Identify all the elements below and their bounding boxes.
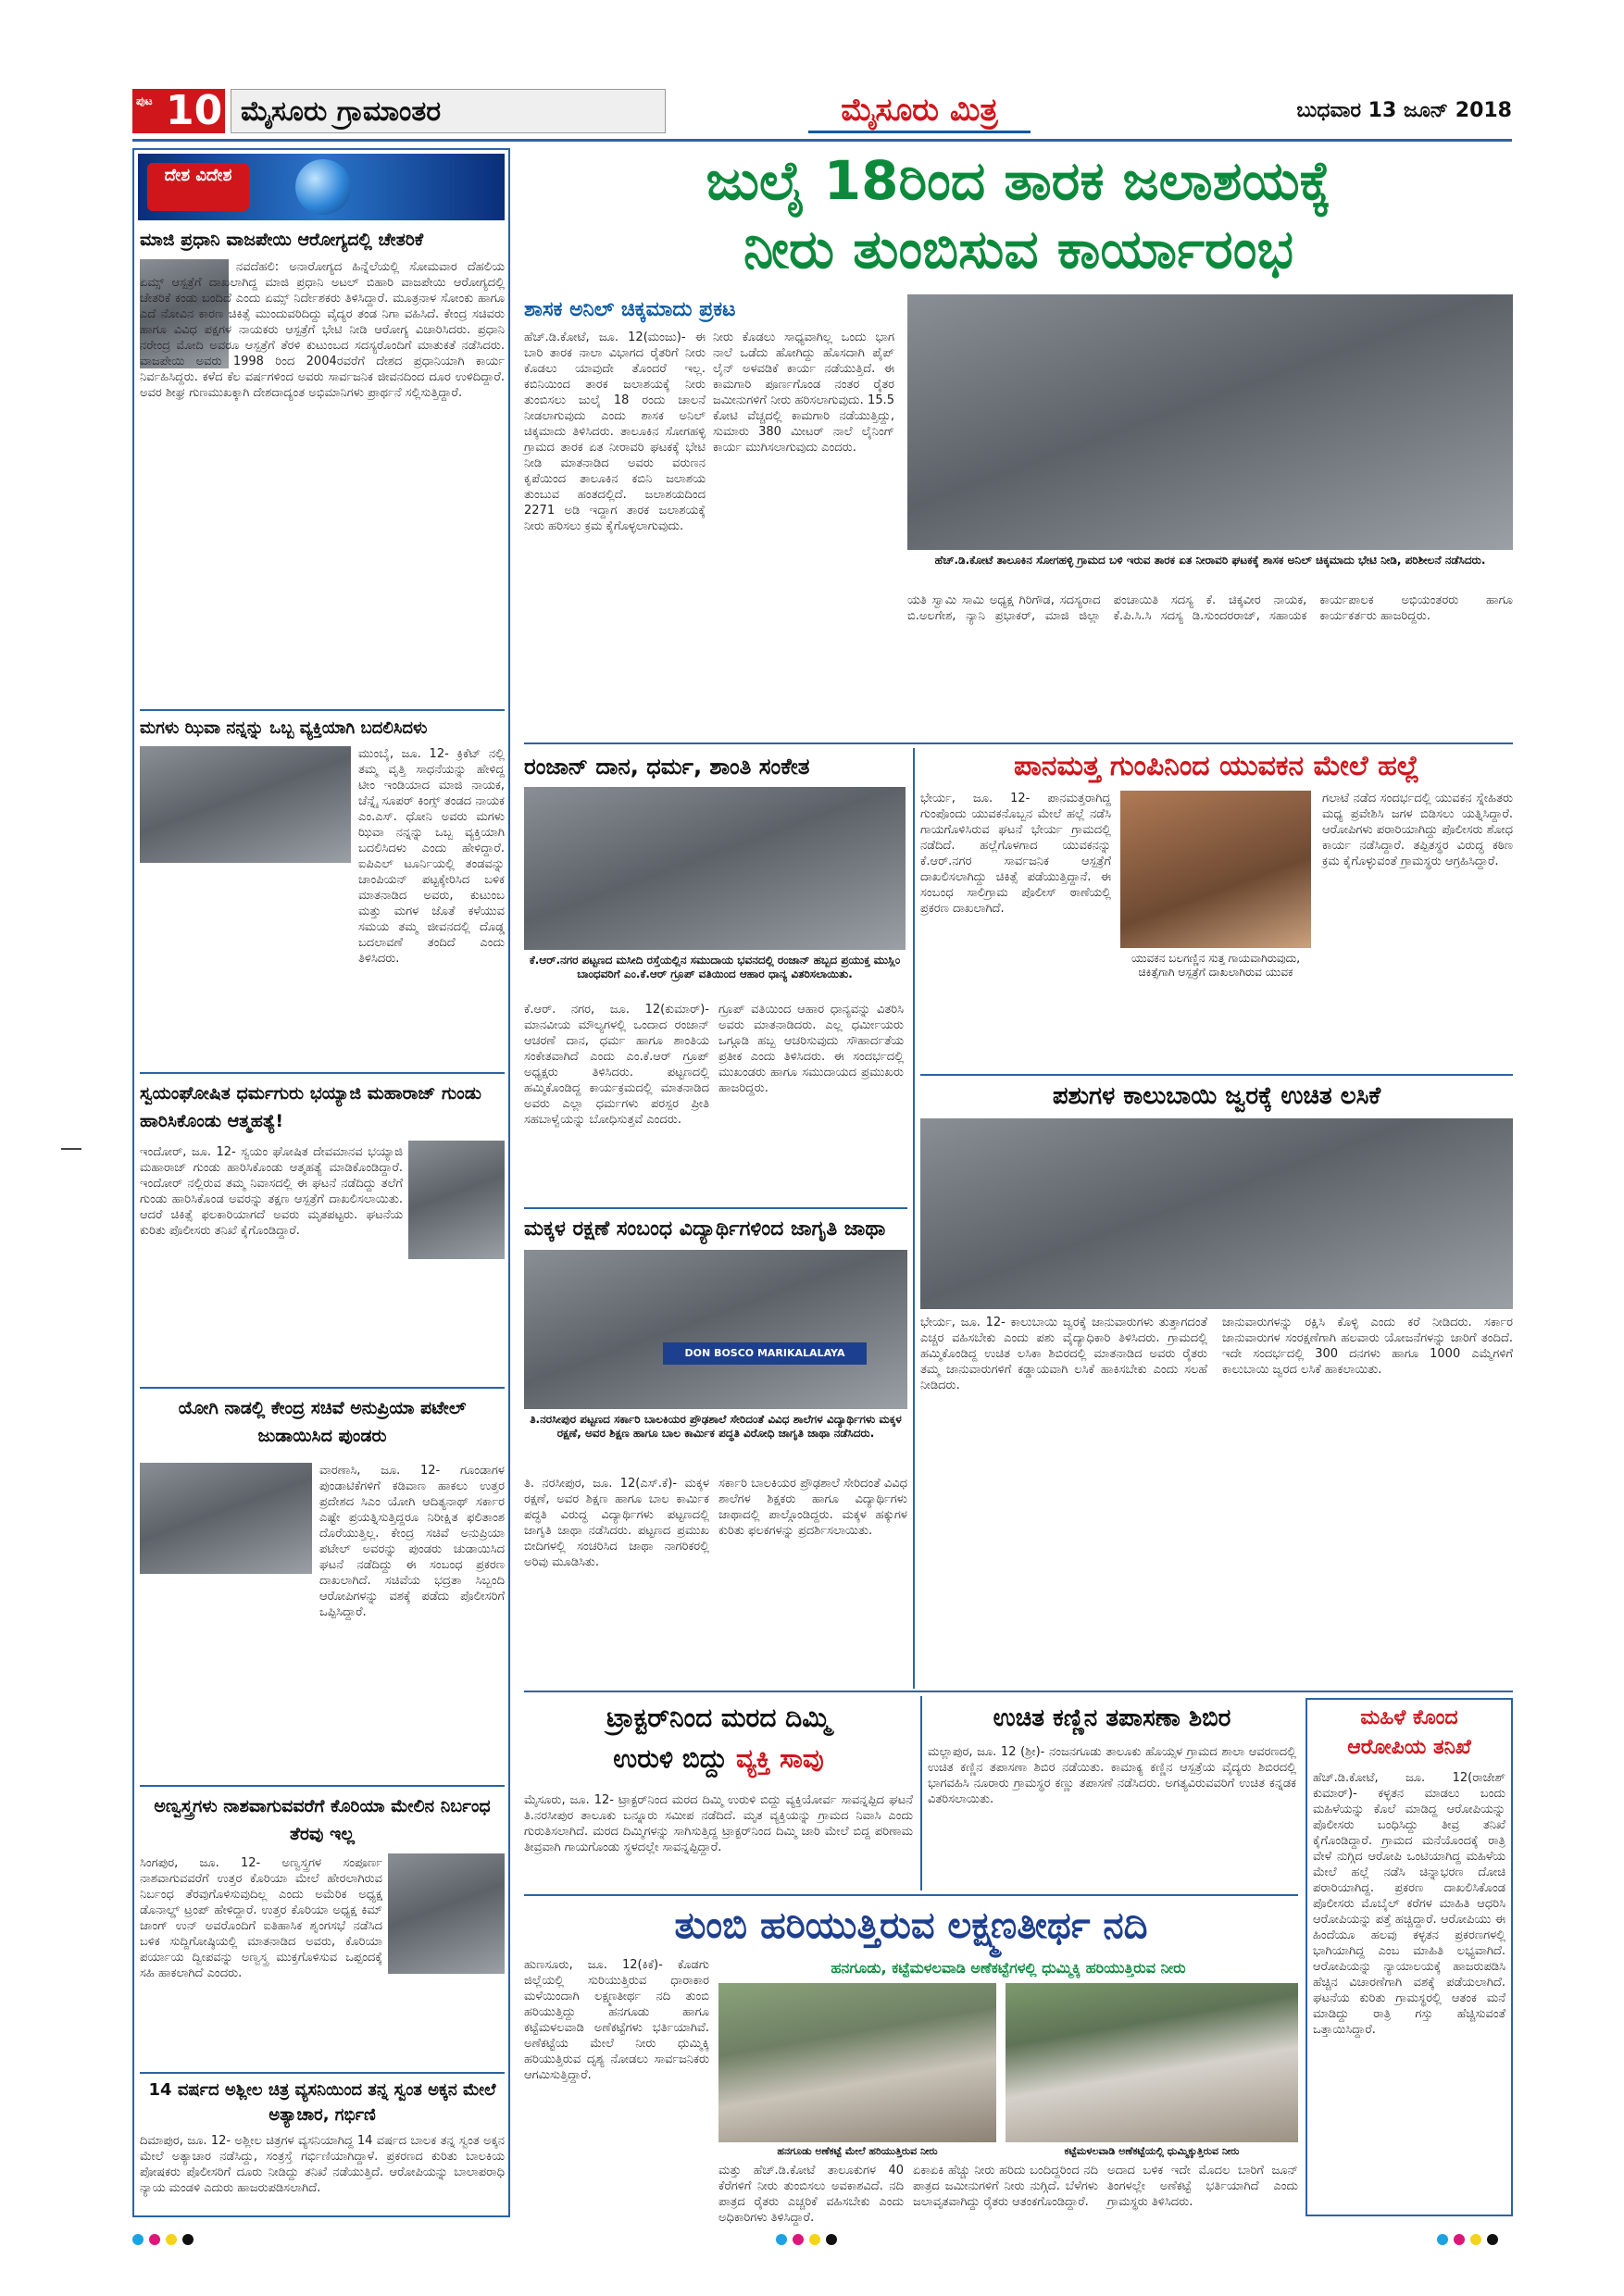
divider [524, 742, 1513, 744]
tractor-headline-line2b: ವ್ಯಕ್ತಿ ಸಾವು [736, 1743, 824, 1774]
cattle-photo [920, 1118, 1513, 1309]
river-caption-2: ಕಟ್ಟೆಮಳಲವಾಡಿ ಅಣೆಕಟ್ಟೆಯಲ್ಲಿ ಧುಮ್ಮಿಕ್ಕುತ್ತಿರುವ ನೀರು [1064, 2145, 1240, 2157]
ranjan-headline: ರಂಜಾನ್ ದಾನ, ಧರ್ಮ, ಶಾಂತಿ ಸಂಕೇತ [524, 754, 810, 780]
vertical-divider [920, 1696, 922, 1890]
mahile-body: ಹೆಚ್.ಡಿ.ಕೋಟೆ, ಜೂ. 12(ರಾಜೇಶ್ ಕುಮಾರ್)- ಕಳ್ಳತನ ಮಾಡಲು ಬಂದು ಮಹಿಳೆಯನ್ನು ಕೊಲೆ ಮಾಡಿದ್ದ ಆರೋಪಿಯನ್ನು ಪೊಲೀಸರು ಬಂಧಿಸಿದ್ದು ತೀವ್ರ ತನಿಖೆ ಕೈಗೊಂಡಿದ್ದಾರೆ. ಗ್ರಾಮದ ಮನೆಯೊಂದಕ್ಕೆ ರಾತ್ರಿ ವೇಳೆ ನುಗ್ಗಿದ ಆರೋಪಿ ಒಂಟಿಯಾಗಿದ್ದ ಮಹಿಳೆಯ ಮೇಲೆ ಹಲ್ಲೆ ನಡೆಸಿ ಚಿನ್ನಾಭರಣ ದೋಚಿ ಪರಾರಿಯಾಗಿದ್ದ. ಪ್ರಕರಣ ದಾಖಲಿಸಿಕೊಂಡ ಪೊಲೀಸರು ಮೊಬೈಲ್ ಕರೆಗಳ ಮಾಹಿತಿ ಆಧರಿಸಿ ಆರೋಪಿಯನ್ನು ಪತ್ತೆ ಹಚ್ಚಿದ್ದಾರೆ. ಆರೋಪಿಯು ಈ ಹಿಂದೆಯೂ ಹಲವು ಕಳ್ಳತನ ಪ್ರಕರಣಗಳಲ್ಲಿ ಭಾಗಿಯಾಗಿದ್ದ ಎಂಬ ಮಾಹಿತಿ ಲಭ್ಯವಾಗಿದೆ. ಆರೋಪಿಯನ್ನು ನ್ಯಾಯಾಲಯಕ್ಕೆ ಹಾಜರುಪಡಿಸಿ ಹೆಚ್ಚಿನ ವಿಚಾರಣೆಗಾಗಿ ವಶಕ್ಕೆ ಪಡೆಯಲಾಗಿದೆ. ಘಟನೆಯ ಕುರಿತು ಗ್ರಾಮಸ್ಥರಲ್ಲಿ ಆತಂಕ ಮನೆ ಮಾಡಿದ್ದು ರಾತ್ರಿ ಗಸ್ತು ಹೆಚ್ಚಿಸುವಂತೆ ಒತ್ತಾಯಿಸಿದ್ದಾರೆ. [1313, 1771, 1505, 2037]
river-col1: ಹುಣಸೂರು, ಜೂ. 12(ಕಿಕೆ)- ಕೊಡಗು ಜಿಲ್ಲೆಯಲ್ಲಿ ಸುರಿಯುತ್ತಿರುವ ಧಾರಾಕಾರ ಮಳೆಯಿಂದಾಗಿ ಲಕ್ಷ್ಮಣತೀರ್ಥ ನದಿ ತುಂಬಿ ಹರಿಯುತ್ತಿದ್ದು ಹನಗೂಡು ಹಾಗೂ ಕಟ್ಟೆಮಳಲವಾಡಿ ಅಣೆಕಟ್ಟೆಗಳು ಭರ್ತಿಯಾಗಿವೆ. ಅಣೆಕಟ್ಟೆಯ ಮೇಲೆ ನೀರು ಧುಮ್ಮಿಕ್ಕಿ ಹರಿಯುತ್ತಿರುವ ದೃಶ್ಯ ನೋಡಲು ಸಾರ್ವಜನಿಕರು ಆಗಮಿಸುತ್ತಿದ್ದಾರೆ. [524, 1958, 709, 2082]
tractor-headline-line1: ಟ್ರಾಕ್ಟರ್‌ನಿಂದ ಮರದ ದಿಮ್ಮಿ [606, 1703, 831, 1733]
story-anupriya [140, 1394, 505, 1783]
river-caption-1: ಹನಗೂಡು ಅಣೆಕಟ್ಟೆ ಮೇಲೆ ಹರಿಯುತ್ತಿರುವ ನೀರು [777, 2145, 938, 2157]
tractor-body: ಮೈಸೂರು, ಜೂ. 12- ಟ್ರಾಕ್ಟರ್‌ನಿಂದ ಮರದ ದಿಮ್ಮಿ ಉರುಳಿ ಬಿದ್ದು ವ್ಯಕ್ತಿಯೋರ್ವ ಸಾವನ್ನಪ್ಪಿದ ಘಟನೆ ತಿ.ನರಸೀಪುರ ತಾಲೂಕು ಬನ್ನೂರು ಸಮೀಪ ನಡೆದಿದೆ. ಮೃತ ವ್ಯಕ್ತಿಯನ್ನು ಗ್ರಾಮದ ನಿವಾಸಿ ಎಂದು ಗುರುತಿಸಲಾಗಿದೆ. ಮರದ ದಿಮ್ಮಿಗಳನ್ನು ಸಾಗಿಸುತ್ತಿದ್ದ ಟ್ರಾಕ್ಟರ್‌ನಿಂದ ದಿಮ್ಮಿ ಜಾರಿ ಮೇಲೆ ಬಿದ್ದ ಪರಿಣಾಮ ತೀವ್ರವಾಗಿ ಗಾಯಗೊಂಡು ಸ್ಥಳದಲ್ಲೇ ಸಾವನ್ನಪ್ಪಿದ್ದಾರೆ. [524, 1793, 913, 1854]
divider [140, 1785, 505, 1787]
photo-dhoni-daughter [140, 746, 351, 863]
river-bottom-col2: ಏಕಾಏಕಿ ಹೆಚ್ಚು ನೀರು ಹರಿದು ಬಂದಿದ್ದರಿಂದ ನದಿ ಪಾತ್ರದ ಜಮೀನುಗಳಿಗೆ ನೀರು ನುಗ್ಗಿದೆ. ಬೆಳೆಗಳು ಜಲಾವೃತವಾಗಿದ್ದು ರೈತರು ಆತಂಕಗೊಂಡಿದ್ದಾರೆ. [913, 2164, 1098, 2209]
lead-photo-caption: ಹೆಚ್.ಡಿ.ಕೋಟೆ ತಾಲೂಕಿನ ಸೋಗಹಳ್ಳಿ ಗ್ರಾಮದ ಬಳಿ ಇರುವ ತಾರಕ ಏತ ನೀರಾವರಿ ಘಟಕಕ್ಕೆ ಶಾಸಕ ಅನಿಲ್ ಚಿಕ್ಕಮಾದು ಭೇಟಿ ನೀಡಿ, ಪರಿಶೀಲನೆ ನಡೆಸಿದರು. [934, 554, 1486, 567]
divider [524, 1691, 1513, 1692]
awareness-headline: ಮಕ್ಕಳ ರಕ್ಷಣೆ ಸಂಬಂಧ ವಿದ್ಯಾರ್ಥಿಗಳಿಂದ ಜಾಗೃತಿ ಜಾಥಾ [524, 1217, 886, 1241]
photo-trump [388, 1853, 505, 1974]
lead-headline [524, 146, 1513, 285]
registration-marks-left [132, 2231, 206, 2246]
river-headline: ತುಂಬಿ ಹರಿಯುತ್ತಿರುವ ಲಕ್ಷ್ಮಣತೀರ್ಥ ನದಿ [674, 1904, 1148, 1947]
tractor-headline [524, 1698, 913, 1787]
section-title: ಮೈಸೂರು ಗ್ರಾಮಾಂತರ [231, 89, 666, 133]
divider [140, 1072, 505, 1074]
page-number-badge [132, 89, 225, 133]
river-bottom-col1: ಮತ್ತು ಹೆಚ್.ಡಿ.ಕೋಟೆ ತಾಲೂಕುಗಳ 40 ಕೆರೆಗಳಿಗೆ ನೀರು ತುಂಬಿಸಲು ಅವಕಾಶವಿದೆ. ನದಿ ಪಾತ್ರದ ರೈತರು ಎಚ್ಚರಿಕೆ ವಹಿಸಬೇಕು ಎಂದು ಅಧಿಕಾರಿಗಳು ತಿಳಿಸಿದ್ದಾರೆ. [718, 2164, 904, 2225]
lead-photo-tarak-unit [907, 294, 1513, 550]
headline: ಅಣ್ವಸ್ತ್ರಗಳು ನಾಶವಾಗುವವರೆಗೆ ಕೊರಿಯಾ ಮೇಲಿನ ನಿರ್ಬಂಧ ತೆರವು ಇಲ್ಲ [154, 1796, 491, 1844]
river-photo-kattemalalavadi [1006, 1983, 1298, 2142]
assault-photo-injured-man [1120, 791, 1311, 948]
story-body: ಮುಂಬೈ, ಜೂ. 12- ಕ್ರಿಕೆಟ್ ನಲ್ಲಿ ತಮ್ಮ ವೃತ್ತಿ ಸಾಧನೆಯನ್ನು ಹೇಳಿದ್ದ ಟೀಂ ಇಂಡಿಯಾದ ಮಾಜಿ ನಾಯಕ, ಚೆನ್ನೈ ಸೂಪರ್ ಕಿಂಗ್ಸ್ ತಂಡದ ನಾಯಕ ಎಂ.ಎಸ್. ಧೋನಿ ಅವರು ಮಗಳು ಝಿವಾ ನನ್ನನ್ನು ಒಬ್ಬ ವ್ಯಕ್ತಿಯಾಗಿ ಬದಲಿಸಿದಳು ಎಂದು ಹೇಳಿದ್ದಾರೆ. ಐಪಿಎಲ್ ಟೂರ್ನಿಯಲ್ಲಿ ತಂಡವನ್ನು ಚಾಂಪಿಯನ್ ಪಟ್ಟಕ್ಕೇರಿಸಿದ ಬಳಿಕ ಮಾತನಾಡಿದ ಅವರು, ಕುಟುಂಬ ಮತ್ತು ಮಗಳ ಜೊತೆ ಕಳೆಯುವ ಸಮಯ ತಮ್ಮ ಜೀವನದಲ್ಲಿ ದೊಡ್ಡ ಬದಲಾವಣೆ ತಂದಿದೆ ಎಂದು ತಿಳಿಸಿದರು. [358, 747, 505, 966]
story-body: ನವದೆಹಲಿ: ಅನಾರೋಗ್ಯದ ಹಿನ್ನೆಲೆಯಲ್ಲಿ ಸೋಮವಾರ ದೆಹಲಿಯ ಏಮ್ಸ್ ಆಸ್ಪತ್ರೆಗೆ ದಾಖಲಾಗಿದ್ದ ಮಾಜಿ ಪ್ರಧಾನಿ ಅಟಲ್ ಬಿಹಾರಿ ವಾಜಪೇಯಿ ಆರೋಗ್ಯದಲ್ಲಿ ಚೇತರಿಕೆ ಕಂಡು ಬಂದಿದೆ ಎಂದು ಏಮ್ಸ್ ನಿರ್ದೇಶಕರು ತಿಳಿಸಿದ್ದಾರೆ. ಮೂತ್ರನಾಳ ಸೋಂಕು ಹಾಗೂ ಎದೆ ನೋವಿನ ಕಾರಣ ಚಿಕಿತ್ಸೆ ಮುಂದುವರಿದಿದ್ದು ವೈದ್ಯರ ತಂಡ ನಿಗಾ ವಹಿಸಿದೆ. ಕೇಂದ್ರ ಸಚಿವರು ಹಾಗೂ ವಿವಿಧ ಪಕ್ಷಗಳ ನಾಯಕರು ಆಸ್ಪತ್ರೆಗೆ ಭೇಟಿ ನೀಡಿ ಆರೋಗ್ಯ ವಿಚಾರಿಸಿದರು. ಪ್ರಧಾನಿ ನರೇಂದ್ರ ಮೋದಿ ಅವರೂ ಆಸ್ಪತ್ರೆಗೆ ತೆರಳಿ ಕುಟುಂಬದ ಸದಸ್ಯರೊಂದಿಗೆ ಮಾತುಕತೆ ನಡೆಸಿದರು. ವಾಜಪೇಯಿ ಅವರು 1998 ರಿಂದ 2004ರವರೆಗೆ ದೇಶದ ಪ್ರಧಾನಿಯಾಗಿ ಕಾರ್ಯ ನಿರ್ವಹಿಸಿದ್ದರು. ಕಳೆದ ಕೆಲ ವರ್ಷಗಳಿಂದ ಅವರು ಸಾರ್ವಜನಿಕ ಜೀವನದಿಂದ ದೂರ ಉಳಿದಿದ್ದಾರೆ. ಅವರ ಶೀಘ್ರ ಗುಣಮುಖಕ್ಕಾಗಿ ದೇಶದಾದ್ಯಂತ ಅಭಿಮಾನಿಗಳು ಪ್ರಾರ್ಥನೆ ಸಲ್ಲಿಸುತ್ತಿದ್ದಾರೆ. [140, 260, 505, 400]
story-body: ದಿಮಾಪುರ, ಜೂ. 12- ಅಶ್ಲೀಲ ಚಿತ್ರಗಳ ವ್ಯಸನಿಯಾಗಿದ್ದ 14 ವರ್ಷದ ಬಾಲಕ ತನ್ನ ಸ್ವಂತ ಅಕ್ಕನ ಮೇಲೆ ಅತ್ಯಾಚಾರ ನಡೆಸಿದ್ದು, ಸಂತ್ರಸ್ತೆ ಗರ್ಭಿಣಿಯಾಗಿದ್ದಾಳೆ. ಪ್ರಕರಣದ ಕುರಿತು ಬಾಲಕಿಯ ಪೋಷಕರು ಪೊಲೀಸರಿಗೆ ದೂರು ನೀಡಿದ್ದು ತನಿಖೆ ನಡೆಯುತ್ತಿದೆ. ಆರೋಪಿಯನ್ನು ಬಾಲಾಪರಾಧಿ ನ್ಯಾಯ ಮಂಡಳಿ ಎದುರು ಹಾಜರುಪಡಿಸಲಾಗಿದೆ. [140, 2134, 505, 2195]
story-body: ಇಂದೋರ್, ಜೂ. 12- ಸ್ವಯಂ ಘೋಷಿತ ದೇವಮಾನವ ಭಯ್ಯಾಜಿ ಮಹಾರಾಜ್ ಗುಂಡು ಹಾರಿಸಿಕೊಂಡು ಆತ್ಮಹತ್ಯೆ ಮಾಡಿಕೊಂಡಿದ್ದಾರೆ. ಇಂದೋರ್ ನಲ್ಲಿರುವ ತಮ್ಮ ನಿವಾಸದಲ್ಲಿ ಈ ಘಟನೆ ನಡೆದಿದ್ದು ತಲೆಗೆ ಗುಂಡು ಹಾರಿಸಿಕೊಂಡ ಅವರನ್ನು ತಕ್ಷಣ ಆಸ್ಪತ್ರೆಗೆ ದಾಖಲಿಸಲಾಯಿತು. ಆದರೆ ಚಿಕಿತ್ಸೆ ಫಲಕಾರಿಯಾಗದೆ ಅವರು ಮೃತಪಟ್ಟರು. ಘಟನೆಯ ಕುರಿತು ಪೊಲೀಸರು ತನಿಖೆ ಕೈಗೊಂಡಿದ್ದಾರೆ. [140, 1145, 403, 1238]
divider [920, 1074, 1513, 1076]
cattle-headline: ಪಶುಗಳ ಕಾಲುಬಾಯಿ ಜ್ವರಕ್ಕೆ ಉಚಿತ ಲಸಿಕೆ [1052, 1082, 1381, 1110]
header-rule [132, 139, 1512, 142]
cattle-col1: ಭೇರ್ಯ, ಜೂ. 12- ಕಾಲುಬಾಯಿ ಜ್ವರಕ್ಕೆ ಜಾನುವಾರುಗಳು ತುತ್ತಾಗದಂತೆ ಎಚ್ಚರ ವಹಿಸಬೇಕು ಎಂದು ಪಶು ವೈದ್ಯಾಧಿಕಾರಿ ತಿಳಿಸಿದರು. ಗ್ರಾಮದಲ್ಲಿ ಹಮ್ಮಿಕೊಂಡಿದ್ದ ಉಚಿತ ಲಸಿಕಾ ಶಿಬಿರದಲ್ಲಿ ಮಾತನಾಡಿದ ಅವರು ರೈತರು ತಮ್ಮ ಜಾನುವಾರುಗಳಿಗೆ ಕಡ್ಡಾಯವಾಗಿ ಲಸಿಕೆ ಹಾಕಿಸಬೇಕು ಎಂದು ಸಲಹೆ ನೀಡಿದರು. [920, 1316, 1207, 1392]
ranjan-col1: ಕೆ.ಆರ್. ನಗರ, ಜೂ. 12(ಕುಮಾರ್)- ಮಾನವೀಯ ಮೌಲ್ಯಗಳಲ್ಲಿ ಒಂದಾದ ರಂಜಾನ್ ಆಚರಣೆ ದಾನ, ಧರ್ಮ ಹಾಗೂ ಶಾಂತಿಯ ಸಂಕೇತವಾಗಿದೆ ಎಂದು ಎಂ.ಕೆ.ಆರ್ ಗ್ರೂಪ್ ಅಧ್ಯಕ್ಷರು ತಿಳಿಸಿದರು. ಪಟ್ಟಣದಲ್ಲಿ ಹಮ್ಮಿಕೊಂಡಿದ್ದ ಕಾರ್ಯಕ್ರಮದಲ್ಲಿ ಮಾತನಾಡಿದ ಅವರು ಎಲ್ಲಾ ಧರ್ಮಗಳು ಪರಸ್ಪರ ಪ್ರೀತಿ ಸಹಬಾಳ್ವೆಯನ್ನು ಬೋಧಿಸುತ್ತವೆ ಎಂದರು. [524, 1003, 709, 1127]
lead-headline-line2: ನೀರು ತುಂಬಿಸುವ ಕಾರ್ಯಾರಂಭ [743, 218, 1293, 281]
river-bottom-col3: ಅದಾದ ಬಳಿಕ ಇದೇ ಮೊದಲ ಬಾರಿಗೆ ಜೂನ್ ತಿಂಗಳಲ್ಲೇ ಅಣೆಕಟ್ಟೆ ಭರ್ತಿಯಾಗಿದೆ ಎಂದು ಗ್ರಾಮಸ್ಥರು ತಿಳಿಸಿದರು. [1107, 2164, 1298, 2209]
story-korea [140, 1792, 505, 2070]
fold-mark [61, 1148, 81, 1150]
mahile-headline-line2: ಆರೋಪಿಯ ತನಿಖೆ [1347, 1736, 1471, 1759]
registration-marks-center [776, 2231, 850, 2246]
awareness-banner-text: DON BOSCO MARIKALALAYA [663, 1342, 867, 1365]
vertical-divider [913, 748, 915, 1689]
cattle-col2: ಜಾನುವಾರುಗಳನ್ನು ರಕ್ಷಿಸಿ ಕೊಳ್ಳಿ ಎಂದು ಕರೆ ನೀಡಿದರು. ಸರ್ಕಾರ ಜಾನುವಾರುಗಳ ಸಂರಕ್ಷಣೆಗಾಗಿ ಹಲವಾರು ಯೋಜನೆಗಳನ್ನು ಜಾರಿಗೆ ತಂದಿದೆ. ಇದೇ ಸಂದರ್ಭದಲ್ಲಿ 300 ದನಗಳು ಹಾಗೂ 1000 ಎಮ್ಮೆಗಳಿಗೆ ಕಾಲುಬಾಯಿ ಜ್ವರದ ಲಸಿಕೆ ಹಾಕಲಾಯಿತು. [1222, 1316, 1513, 1377]
registration-marks-right [1437, 2231, 1511, 2246]
desh-videsh-banner [138, 154, 505, 220]
headline: 14 ವರ್ಷದ ಅಶ್ಲೀಲ ಚಿತ್ರ ವ್ಯಸನಿಯಿಂದ ತನ್ನ ಸ್ವಂತ ಅಕ್ಕನ ಮೇಲೆ ಅತ್ಯಾಚಾರ, ಗರ್ಭಿಣಿ [148, 2080, 496, 2125]
assault-caption: ಯುವಕನ ಬಲಗಣ್ಣಿನ ಸುತ್ತ ಗಾಯವಾಗಿರುವುದು, ಚಿಕಿತ್ಸೆಗಾಗಿ ಆಸ್ಪತ್ರೆಗೆ ದಾಖಲಾಗಿರುವ ಯುವಕ [1131, 952, 1301, 979]
mahile-box [1305, 1698, 1513, 2216]
ranjan-col2: ಗ್ರೂಪ್ ವತಿಯಿಂದ ಆಹಾರ ಧಾನ್ಯವನ್ನು ವಿತರಿಸಿ ಅವರು ಮಾತನಾಡಿದರು. ಎಲ್ಲ ಧರ್ಮೀಯರು ಒಗ್ಗೂಡಿ ಹಬ್ಬ ಆಚರಿಸುವುದು ಸೌಹಾರ್ದತೆಯ ಪ್ರತೀಕ ಎಂದು ತಿಳಿಸಿದರು. ಈ ಸಂದರ್ಭದಲ್ಲಿ ಮುಖಂಡರು ಹಾಗೂ ಸಮುದಾಯದ ಪ್ರಮುಖರು ಹಾಜರಿದ್ದರು. [718, 1003, 904, 1095]
photo-bhaiyyuji [408, 1141, 505, 1259]
headline: ಮಾಜಿ ಪ್ರಧಾನಿ ವಾಜಪೇಯಿ ಆರೋಗ್ಯದಲ್ಲಿ ಚೇತರಿಕೆ [140, 230, 424, 250]
ranjan-caption: ಕೆ.ಆರ್.ನಗರ ಪಟ್ಟಣದ ಮಸೀದಿ ರಸ್ತೆಯಲ್ಲಿನ ಸಮುದಾಯ ಭವನದಲ್ಲಿ ರಂಜಾನ್ ಹಬ್ಬದ ಪ್ರಯುಕ್ತ ಮುಸ್ಲಿಂ ಬಾಂಧವರಿಗೆ ಎಂ.ಕೆ.ಆರ್ ಗ್ರೂಪ್ ವತಿಯಿಂದ ಆಹಾರ ಧಾನ್ಯ ವಿತರಿಸಲಾಯಿತು. [529, 954, 901, 980]
river-subhead: ಹನಗೂಡು, ಕಟ್ಟೆಮಳಲವಾಡಿ ಅಣೆಕಟ್ಟೆಗಳಲ್ಲಿ ಧುಮ್ಮಿಕ್ಕಿ ಹರಿಯುತ್ತಿರುವ ನೀರು [831, 1959, 1186, 1977]
awareness-col2: ಸರ್ಕಾರಿ ಬಾಲಕಿಯರ ಪ್ರೌಢಶಾಲೆ ಸೇರಿದಂತೆ ವಿವಿಧ ಶಾಲೆಗಳ ಶಿಕ್ಷಕರು ಹಾಗೂ ವಿದ್ಯಾರ್ಥಿಗಳು ಜಾಥಾದಲ್ಲಿ ಪಾಲ್ಗೊಂಡಿದ್ದರು. ಮಕ್ಕಳ ಹಕ್ಕುಗಳ ಕುರಿತು ಫಲಕಗಳನ್ನು ಪ್ರದರ್ಶಿಸಲಾಯಿತು. [718, 1477, 907, 1538]
masthead: ಮೈಸೂರು ಮಿತ್ರ [808, 87, 1031, 133]
awareness-col1: ತಿ. ನರಸೀಪುರ, ಜೂ. 12(ಎಸ್.ಕೆ)- ಮಕ್ಕಳ ರಕ್ಷಣೆ, ಅವರ ಶಿಕ್ಷಣ ಹಾಗೂ ಬಾಲ ಕಾರ್ಮಿಕ ಪದ್ಧತಿ ವಿರುದ್ಧ ವಿದ್ಯಾರ್ಥಿಗಳು ಪಟ್ಟಣದಲ್ಲಿ ಜಾಗೃತಿ ಜಾಥಾ ನಡೆಸಿದರು. ಪಟ್ಟಣದ ಪ್ರಮುಖ ಬೀದಿಗಳಲ್ಲಿ ಸಂಚರಿಸಿದ ಜಾಥಾ ನಾಗರಿಕರಲ್ಲಿ ಅರಿವು ಮೂಡಿಸಿತು. [524, 1477, 709, 1569]
lead-col3: ಯತಿ ಸ್ವಾಮಿ ಸಾಮಿ ಅಧ್ಯಕ್ಷ ಗಿರಿಗೌಡ, ಸದಸ್ಯರಾದ ಬಿ.ಅಲಗೇಶ, ನ್ಯಾನಿ ಪ್ರಭಾಕರ್, ಮಾಜಿ ಜಿಲ್ಲಾ ಪಂಚಾಯಿತಿ ಸದಸ್ಯ ಕೆ. ಚಿಕ್ಕವೀರ ನಾಯಕ, ಕೆ.ಪಿ.ಸಿ.ಸಿ ಸದಸ್ಯ ಡಿ.ಸುಂದರರಾಜ್, ಸಹಾಯಕ ಕಾರ್ಯಪಾಲಕ ಅಭಿಯಂತರರು ಹಾಗೂ ಕಾರ್ಯಕರ್ತರು ಹಾಜರಿದ್ದರು. [907, 593, 1513, 623]
page-header [132, 85, 1512, 137]
awareness-photo [524, 1250, 907, 1409]
divider [140, 709, 505, 711]
assault-col1: ಭೇರ್ಯ, ಜೂ. 12- ಪಾನಮತ್ತರಾಗಿದ್ದ ಗುಂಪೊಂದು ಯುವಕನೊಬ್ಬನ ಮೇಲೆ ಹಲ್ಲೆ ನಡೆಸಿ ಗಾಯಗೊಳಿಸಿರುವ ಘಟನೆ ಭೇರ್ಯ ಗ್ರಾಮದಲ್ಲಿ ನಡೆದಿದೆ. ಹಲ್ಲೆಗೊಳಗಾದ ಯುವಕನನ್ನು ಕೆ.ಆರ್.ನಗರ ಸಾರ್ವಜನಿಕ ಆಸ್ಪತ್ರೆಗೆ ದಾಖಲಿಸಲಾಗಿದ್ದು ಚಿಕಿತ್ಸೆ ಪಡೆಯುತ್ತಿದ್ದಾನೆ. ಈ ಸಂಬಂಧ ಸಾಲಿಗ್ರಾಮ ಪೊಲೀಸ್ ಠಾಣೆಯಲ್ಲಿ ಪ್ರಕರಣ ದಾಖಲಾಗಿದೆ. [920, 792, 1111, 916]
divider [524, 1207, 907, 1209]
story-body: ವಾರಣಾಸಿ, ಜೂ. 12- ಗೂಂಡಾಗಳ ಪುಂಡಾಟಿಕೆಗಳಿಗೆ ಕಡಿವಾಣ ಹಾಕಲು ಉತ್ತರ ಪ್ರದೇಶದ ಸಿಎಂ ಯೋಗಿ ಆದಿತ್ಯನಾಥ್ ಸರ್ಕಾರ ಎಷ್ಟೇ ಪ್ರಯತ್ನಿಸುತ್ತಿದ್ದರೂ ನಿರೀಕ್ಷಿತ ಫಲಿತಾಂಶ ದೊರೆಯುತ್ತಿಲ್ಲ. ಕೇಂದ್ರ ಸಚಿವೆ ಅನುಪ್ರಿಯಾ ಪಟೇಲ್ ಅವರನ್ನು ಪುಂಡರು ಚುಡಾಯಿಸಿದ ಘಟನೆ ನಡೆದಿದ್ದು ಈ ಸಂಬಂಧ ಪ್ರಕರಣ ದಾಖಲಾಗಿದೆ. ಸಚಿವೆಯ ಭದ್ರತಾ ಸಿಬ್ಬಂದಿ ಆರೋಪಿಗಳನ್ನು ವಶಕ್ಕೆ ಪಡೆದು ಪೊಲೀಸರಿಗೆ ಒಪ್ಪಿಸಿದ್ದಾರೆ. [319, 1464, 505, 1619]
desh-videsh-badge: ದೇಶ ವಿದೇಶ [147, 163, 249, 211]
headline: ಸ್ವಯಂಘೋಷಿತ ಧರ್ಮಗುರು ಭಯ್ಯಾಜಿ ಮಹಾರಾಜ್ ಗುಂಡು ಹಾರಿಸಿಕೊಂಡು ಆತ್ಮಹತ್ಯೆ! [140, 1083, 481, 1131]
page-number: 10 [166, 87, 223, 134]
lead-col2: ನೀರು ಕೊಡಲು ಸಾಧ್ಯವಾಗಿಲ್ಲ ಒಂದು ಭಾಗ ನಾಲೆ ಒಡೆದು ಹೋಗಿದ್ದು ಹೊಸದಾಗಿ ಪೈಪ್ ಲೈನ್ ಅಳವಡಿಕೆ ಕಾರ್ಯ ನಡೆಯುತ್ತಿದೆ. ಈ ಕಾಮಗಾರಿ ಪೂರ್ಣಗೊಂಡ ನಂತರ ರೈತರ ಜಮೀನುಗಳಿಗೆ ನೀರು ಹರಿಸಲಾಗುವುದು. 15.5 ಕೋಟಿ ವೆಚ್ಚದಲ್ಲಿ ಕಾಮಗಾರಿ ನಡೆಯುತ್ತಿದ್ದು, ಸುಮಾರು 380 ಮೀಟರ್ ನಾಲೆ ಲೈನಿಂಗ್ ಕಾರ್ಯ ಮುಗಿಸಲಾಗುವುದು ಎಂದರು. [713, 331, 894, 455]
lead-col1: ಹೆಚ್.ಡಿ.ಕೋಟೆ, ಜೂ. 12(ಮಂಜು)- ಈ ಬಾರಿ ತಾರಕ ನಾಲಾ ವಿಭಾಗದ ರೈತರಿಗೆ ನೀರು ಕೊಡಲು ಯಾವುದೇ ತೊಂದರೆ ಇಲ್ಲ. ಕಬಿನಿಯಿಂದ ತಾರಕ ಜಲಾಶಯಕ್ಕೆ ನೀರು ತುಂಬಿಸಲು ಜುಲೈ 18 ರಂದು ಚಾಲನೆ ನೀಡಲಾಗುವುದು ಎಂದು ಶಾಸಕ ಅನಿಲ್ ಚಿಕ್ಕಮಾದು ತಿಳಿಸಿದರು. ತಾಲೂಕಿನ ಸೋಗಹಳ್ಳಿ ಗ್ರಾಮದ ತಾರಕ ಏತ ನೀರಾವರಿ ಘಟಕಕ್ಕೆ ಭೇಟಿ ನೀಡಿ ಮಾತನಾಡಿದ ಅವರು ವರುಣನ ಕೃಪೆಯಿಂದ ತಾಲೂಕಿನ ಕಬಿನಿ ಜಲಾಶಯ ತುಂಬುವ ಹಂತದಲ್ಲಿದೆ. ಜಲಾಶಯದಿಂದ 2271 ಅಡಿ ಇದ್ದಾಗ ತಾರಕ ಜಲಾಶಯಕ್ಕೆ ನೀರು ಹರಿಸಲು ಕ್ರಮ ಕೈಗೊಳ್ಳಲಾಗುವುದು. [524, 331, 706, 533]
story-body: ಸಿಂಗಪುರ, ಜೂ. 12- ಅಣ್ವಸ್ತ್ರಗಳ ಸಂಪೂರ್ಣ ನಾಶವಾಗುವವರೆಗೆ ಉತ್ತರ ಕೊರಿಯಾ ಮೇಲೆ ಹೇರಲಾಗಿರುವ ನಿರ್ಬಂಧ ತೆರವುಗೊಳಿಸುವುದಿಲ್ಲ ಎಂದು ಅಮೆರಿಕ ಅಧ್ಯಕ್ಷ ಡೊನಾಲ್ಡ್ ಟ್ರಂಪ್ ಹೇಳಿದ್ದಾರೆ. ಉತ್ತರ ಕೊರಿಯಾ ಅಧ್ಯಕ್ಷ ಕಿಮ್ ಜಾಂಗ್ ಉನ್ ಅವರೊಂದಿಗೆ ಐತಿಹಾಸಿಕ ಶೃಂಗಸಭೆ ನಡೆಸಿದ ಬಳಿಕ ಸುದ್ದಿಗೋಷ್ಠಿಯಲ್ಲಿ ಮಾತನಾಡಿದ ಅವರು, ಕೊರಿಯಾ ಪರ್ಯಾಯ ದ್ವೀಪವನ್ನು ಅಣ್ವಸ್ತ್ರ ಮುಕ್ತಗೊಳಿಸುವ ಒಪ್ಪಂದಕ್ಕೆ ಸಹಿ ಹಾಕಲಾಗಿದೆ ಎಂದರು. [140, 1856, 382, 1980]
divider [140, 2072, 505, 2074]
headline: ಯೋಗಿ ನಾಡಲ್ಲಿ ಕೇಂದ್ರ ಸಚಿವೆ ಅನುಪ್ರಿಯಾ ಪಟೇಲ್ ಜುಡಾಯಿಸಿದ ಪುಂಡರು [178, 1398, 467, 1446]
story-bhaiyyuji [140, 1079, 505, 1385]
lead-headline-line1: ಜುಲೈ 18ರಿಂದ ತಾರಕ ಜಲಾಶಯಕ್ಕೆ [706, 149, 1331, 212]
eyecamp-headline: ಉಚಿತ ಕಣ್ಣಿನ ತಪಾಸಣಾ ಶಿಬಿರ [993, 1704, 1231, 1732]
eyecamp-body: ಮಲ್ಲಾಪುರ, ಜೂ. 12 (ಶ್ರೀ)- ನಂಜನಗೂಡು ತಾಲೂಕು ಹೊಯ್ಸಳ ಗ್ರಾಮದ ಶಾಲಾ ಆವರಣದಲ್ಲಿ ಉಚಿತ ಕಣ್ಣಿನ ತಪಾಸಣಾ ಶಿಬಿರ ನಡೆಯಿತು. ಕಾಮಾಕ್ಯ ಕಣ್ಣಿನ ಆಸ್ಪತ್ರೆಯ ವೈದ್ಯರು ಶಿಬಿರದಲ್ಲಿ ಭಾಗವಹಿಸಿ ನೂರಾರು ಗ್ರಾಮಸ್ಥರ ಕಣ್ಣು ತಪಾಸಣೆ ನಡೆಸಿದರು. ಅಗತ್ಯವಿರುವವರಿಗೆ ಉಚಿತ ಕನ್ನಡಕ ವಿತರಿಸಲಾಯಿತು. [928, 1745, 1296, 1806]
issue-date: ಬುಧವಾರ 13 ಜೂನ್ 2018 [1296, 99, 1512, 122]
story-vajpayee [140, 228, 505, 709]
river-photo-hanagudu [718, 1983, 996, 2142]
story-dhoni [140, 717, 505, 1068]
assault-col2: ಗಲಾಟೆ ನಡೆದ ಸಂದರ್ಭದಲ್ಲಿ ಯುವಕನ ಸ್ನೇಹಿತರು ಮಧ್ಯ ಪ್ರವೇಶಿಸಿ ಜಗಳ ಬಿಡಿಸಲು ಯತ್ನಿಸಿದ್ದಾರೆ. ಆರೋಪಿಗಳು ಪರಾರಿಯಾಗಿದ್ದು ಪೊಲೀಸರು ಶೋಧ ಕಾರ್ಯ ನಡೆಸಿದ್ದಾರೆ. ತಪ್ಪಿತಸ್ಥರ ವಿರುದ್ಧ ಕಠಿಣ ಕ್ರಮ ಕೈಗೊಳ್ಳುವಂತೆ ಗ್ರಾಮಸ್ಥರು ಆಗ್ರಹಿಸಿದ್ದಾರೆ. [1322, 792, 1513, 868]
divider [140, 1387, 505, 1389]
desh-videsh-column [132, 148, 510, 2217]
assault-headline: ಪಾನಮತ್ತ ಗುಂಪಿನಿಂದ ಯುವಕನ ಮೇಲೆ ಹಲ್ಲೆ [1013, 750, 1420, 782]
page-label: ಪುಟ [136, 94, 153, 107]
lead-subhead: ಶಾಸಕ ಅನಿಲ್ ಚಿಕ್ಕಮಾದು ಪ್ರಕಟ [524, 298, 736, 321]
story-crime [140, 2078, 505, 2215]
ranjan-photo [524, 787, 906, 950]
headline: ಮಗಳು ಝಿವಾ ನನ್ನನ್ನು ಒಬ್ಬ ವ್ಯಕ್ತಿಯಾಗಿ ಬದಲಿಸಿದಳು [140, 718, 428, 738]
photo-anupriya-patel [140, 1463, 312, 1574]
awareness-caption: ತಿ.ನರಸೀಪುರ ಪಟ್ಟಣದ ಸರ್ಕಾರಿ ಬಾಲಕಿಯರ ಪ್ರೌಢಶಾಲೆ ಸೇರಿದಂತೆ ವಿವಿಧ ಶಾಲೆಗಳ ವಿದ್ಯಾರ್ಥಿಗಳು ಮಕ್ಕಳ ರಕ್ಷಣೆ, ಅವರ ಶಿಕ್ಷಣ ಹಾಗೂ ಬಾಲ ಕಾರ್ಮಿಕ ಪದ್ಧತಿ ವಿರೋಧಿ ಜಾಗೃತಿ ಜಾಥಾ ನಡೆಸಿದರು. [530, 1413, 902, 1440]
mahile-headline-line1: ಮಹಿಳೆ ಕೊಂದ [1360, 1706, 1458, 1729]
tractor-headline-line2a: ಉರುಳಿ ಬಿದ್ದು [613, 1743, 737, 1774]
globe-icon [295, 159, 351, 215]
divider [524, 1894, 1298, 1896]
